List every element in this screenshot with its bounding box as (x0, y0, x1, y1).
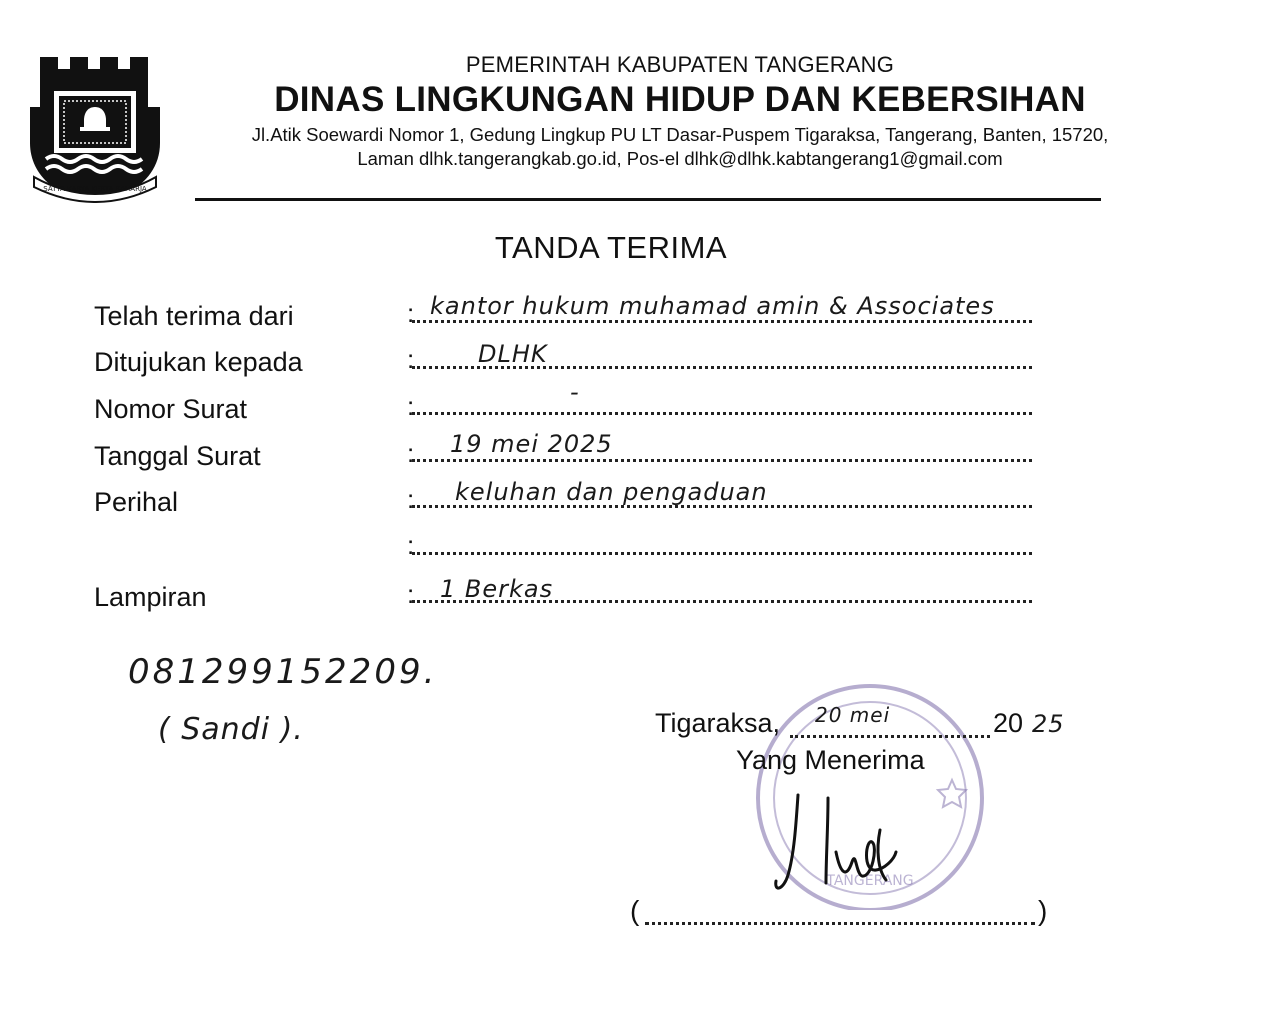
colon: : (407, 298, 415, 328)
signature-dotted-line (645, 922, 1035, 925)
colon: : (407, 484, 415, 514)
letterhead-rule (195, 198, 1101, 201)
letterhead-government: PEMERINTAH KABUPATEN TANGERANG (465, 52, 895, 77)
handwritten-phone: 081299152209. (128, 652, 438, 692)
label-attachment: Lampiran (94, 582, 207, 612)
handwritten-signature (770, 790, 910, 910)
value-subject: keluhan dan pengaduan (455, 478, 768, 506)
letterhead-agency: DINAS LINGKUNGAN HIDUP DAN KEBERSIHAN (274, 80, 1086, 119)
colon: : (407, 438, 415, 468)
document-title: TANDA TERIMA (494, 230, 728, 265)
value-attachment: 1 Berkas (440, 575, 554, 603)
date-dotted-line (790, 735, 990, 738)
label-subject: Perihal (94, 487, 179, 517)
colon: : (407, 391, 415, 421)
place-label: Tigaraksa, (655, 708, 781, 738)
stamp-text: TANGERANG (826, 873, 914, 889)
colon: : (407, 344, 415, 374)
label-letter-date: Tanggal Surat (94, 441, 261, 471)
handwritten-year: 25 (1032, 710, 1065, 738)
dotted-line (412, 552, 1032, 555)
dotted-line (412, 505, 1032, 508)
handwritten-receipt-date: 20 mei (815, 703, 891, 727)
colon: : (407, 579, 415, 609)
signature-paren-open: ( (630, 895, 640, 926)
dotted-line (412, 600, 1032, 603)
logo-motto: SATYA KARYA KERTA RAHARJA (43, 185, 147, 193)
dotted-line (412, 459, 1032, 462)
value-letter-date: 19 mei 2025 (450, 430, 613, 458)
dotted-line (412, 320, 1032, 323)
letterhead-address: Jl.Atik Soewardi Nomor 1, Gedung Lingkup PU LT Dasar-Puspem Tigaraksa, Tangerang, Banten, 15720, (251, 124, 1109, 145)
letterhead-contact: Laman dlhk.tangerangkab.go.id, Pos-el dlhk@dlhk.kabtangerang1@gmail.com (357, 148, 1003, 169)
label-addressed-to: Ditujukan kepada (94, 347, 303, 377)
handwritten-name: ( Sandi ). (158, 712, 304, 747)
colon: : (407, 530, 415, 560)
label-received-from: Telah terima dari (94, 301, 294, 331)
value-letter-number: - (570, 378, 580, 406)
receiver-label: Yang Menerima (736, 745, 925, 775)
year-prefix: 20 (993, 708, 1024, 738)
value-received-from: kantor hukum muhamad amin & Associates (430, 292, 995, 320)
value-addressed-to: DLHK (478, 340, 548, 368)
dotted-line (412, 366, 1032, 369)
dotted-line (412, 412, 1032, 415)
label-letter-number: Nomor Surat (94, 394, 248, 424)
signature-paren-close: ) (1038, 895, 1048, 926)
